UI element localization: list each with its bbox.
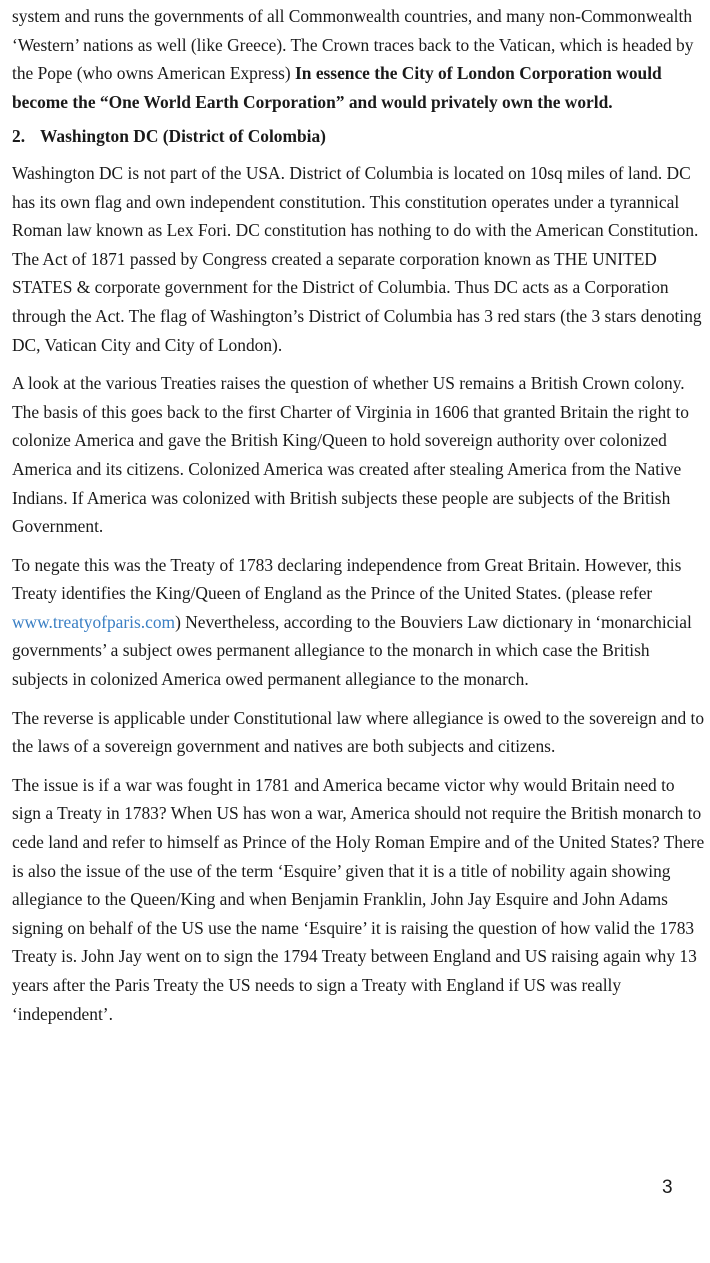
paragraph-dc: Washington DC is not part of the USA. District of Columbia is located on 10sq miles of land. DC has its own flag and own independent constitution. This constitution operates under a tyrannical Roman law known as Lex Fori. DC constitution has nothing to do with the American Constitution. The Act of 1871 passed by Congress created a separate corporation known as THE UNITED STATES & corporate government for the District of Columbia. Thus DC acts as a Corporation through the Act. The flag of Washington’s District of Columbia has 3 red stars (the 3 stars denoting DC, Vatican City and City of London). [12, 162, 702, 355]
paragraph-negate-after: ) Nevertheless, according to the Bouviers Law dictionary in ‘monarchicial governments’ a subject owes permanent allegiance to the monarch in which case the British subjects in colonized America owed permanent allegiance to the monarch. [12, 611, 692, 690]
paragraph-reverse: The reverse is applicable under Constitutional law where allegiance is owed to the sovereign and to the laws of a sovereign government and natives are both subjects and citizens. [12, 707, 705, 757]
page-number: 3 [662, 1177, 673, 1198]
paragraph-negate-before: To negate this was the Treaty of 1783 declaring independence from Great Britain. However, this Treaty identifies the King/Queen of England as the Prince of the United States. (please refer [12, 554, 682, 604]
section-number: 2. [12, 126, 26, 147]
section-title: Washington DC (District of Colombia) [40, 126, 326, 147]
paragraph-treaties: A look at the various Treaties raises the question of whether US remains a British Crown colony. The basis of this goes back to the first Charter of Virginia in 1606 that granted Britain the right to colonize America and gave the British King/Queen to hold sovereign authority over colonized America and its citizens. Colonized America was created after stealing America from the Native Indians. If America was colonized with British subjects these people are subjects of the British Government. [12, 373, 689, 537]
paragraph-intro [12, 2, 706, 116]
paragraph-issue: The issue is if a war was fought in 1781 and America became victor why would Britain need to sign a Treaty in 1783? When US has won a war, America should not require the British monarch to cede land and refer to himself as Prince of the Holy Roman Empire and of the United States? There is also the issue of the use of the term ‘Esquire’ given that it is a title of nobility again showing allegiance to the Queen/King and when Benjamin Franklin, John Jay Esquire and John Adams signing on behalf of the US use the name ‘Esquire’ it is raising the question of how valid the 1783 Treaty is. John Jay went on to sign the 1794 Treaty between England and US raising again why 13 years after the Paris Treaty the US needs to sign a Treaty with England if US was really ‘independent’. [12, 774, 705, 1024]
paragraph-intro-text: system and runs the governments of all Commonwealth countries, and many non-Commonwealth ‘Western’ nations as well (like Greece). The Crown traces back to the Vatican, which is headed by the Pope (who owns American Express) [12, 6, 694, 84]
document-page [12, 2, 706, 1038]
paragraph-negate [12, 551, 706, 694]
section-heading [12, 122, 706, 151]
treaty-of-paris-link[interactable]: www.treatyofparis.com [12, 611, 176, 632]
paragraph-intro-bold: In essence the City of London Corporation would become the “One World Earth Corporation” and would privately own the world. [12, 63, 662, 112]
